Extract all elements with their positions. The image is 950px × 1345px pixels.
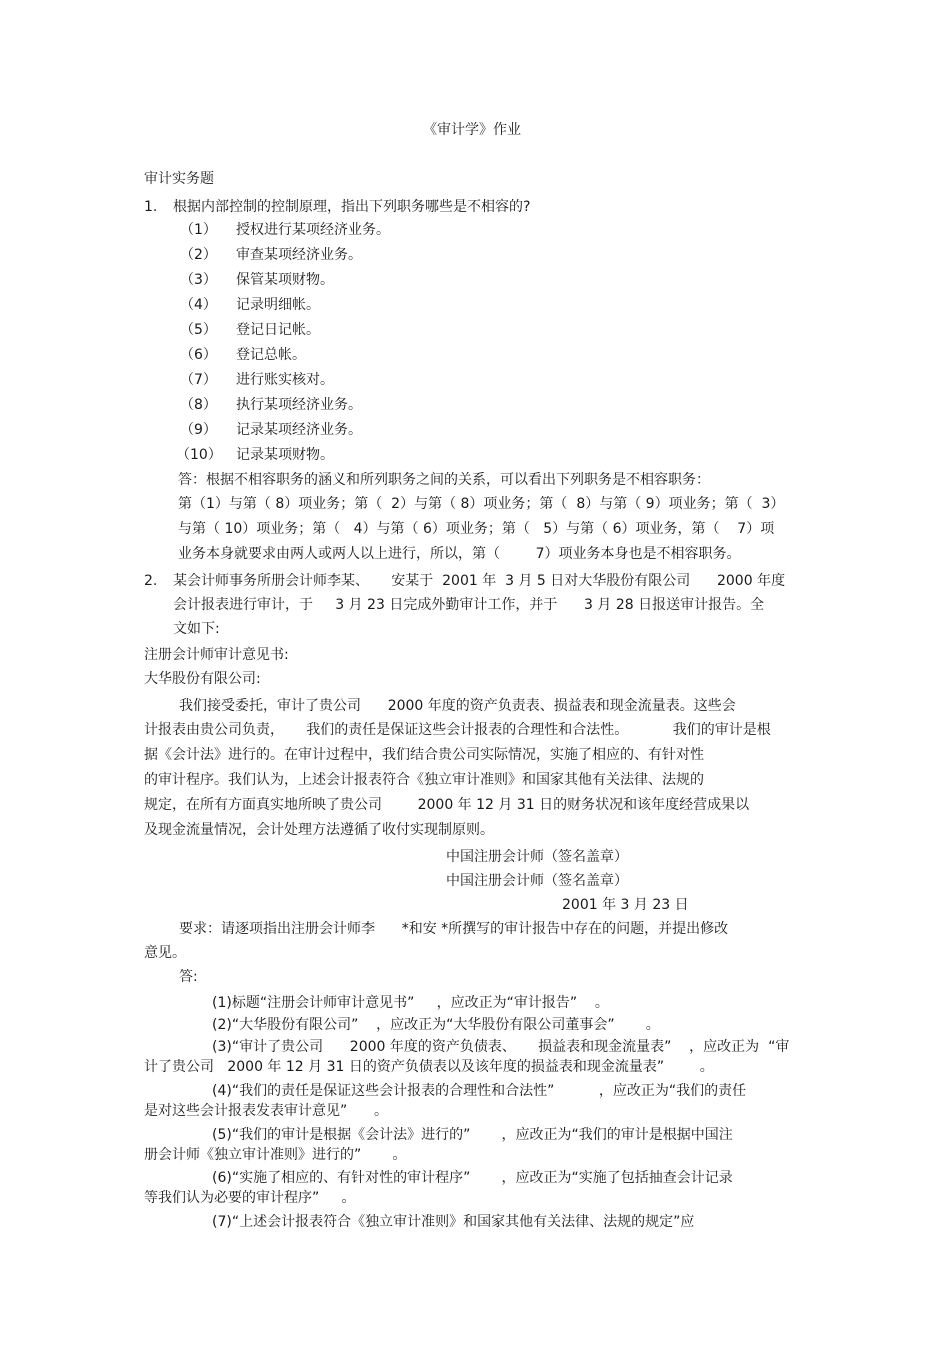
q2-intro-line: 某会计师事务所册会计师李某、 安某于 2001 年 3 月 5 日对大华股份有限公司 2000 年度 [173, 573, 786, 589]
report-body-line: 计报表由贵公司负责， 我们的责任是保证这些会计报表的合理性和合法性。 我们的审计是根 [144, 722, 771, 738]
report-body-line: 的审计程序。我们认为，上述会计报表符合《独立审计准则》和国家其他有关法律、法规的 [144, 772, 704, 788]
report-addressee: 大华股份有限公司: [144, 671, 261, 687]
q2-answer-line: (1)标题“注册会计师审计意见书” ，应改正为“审计报告” 。 [212, 995, 609, 1011]
requirement-line: 意见。 [144, 945, 186, 961]
q1-item-text: 进行账实核对。 [236, 372, 334, 388]
q2-number: 2. [144, 573, 158, 589]
q2-answer-line: 等我们认为必要的审计程序” 。 [144, 1190, 356, 1206]
q2-answer-line: (6)“实施了相应的、有针对性的审计程序” ，应改正为“实施了包括抽查会计记录 [212, 1170, 733, 1186]
q1-item-text: 记录某项经济业务。 [236, 422, 362, 438]
report-signature: 中国注册会计师（签名盖章） [446, 873, 628, 889]
q2-answer-line: 册会计师《独立审计准则》进行的” 。 [144, 1147, 407, 1163]
q2-answer-line: (3)“审计了贵公司 2000 年度的资产负债表、 损益表和现金流量表” ，应改正为 “审 [212, 1039, 790, 1055]
q2-answer-line: (4)“我们的责任是保证这些会计报表的合理性和合法性” ，应改正为“我们的责任 [212, 1083, 747, 1099]
q1-item-num: （7） [180, 372, 217, 388]
q1-item-text: 记录明细帐。 [236, 297, 320, 313]
q2-intro-line: 会计报表进行审计，于 3 月 23 日完成外勤审计工作，并于 3 月 28 日报送审计报告。全 [173, 597, 765, 613]
q1-item-text: 登记日记帐。 [236, 322, 320, 338]
q1-item-num: （3） [180, 272, 217, 288]
report-date: 2001 年 3 月 23 日 [562, 897, 689, 913]
q1-answer-line: 业务本身就要求由两人或两人以上进行，所以，第（ 7）项业务本身也是不相容职务。 [178, 546, 741, 562]
q1-item-num: （5） [180, 322, 217, 338]
q1-prompt: 根据内部控制的控制原理，指出下列职务哪些是不相容的? [173, 199, 531, 215]
q1-answer-line: 第（1）与第（ 8）项业务；第（ 2）与第（ 8）项业务；第（ 8）与第（ 9）项业务；第（ 3） [178, 496, 785, 512]
report-signature: 中国注册会计师（签名盖章） [446, 849, 628, 865]
report-body-line: 及现金流量情况，会计处理方法遵循了收付实现制原则。 [144, 822, 494, 838]
q1-answer-line: 答：根据不相容职务的涵义和所列职务之间的关系，可以看出下列职务是不相容职务： [178, 472, 710, 488]
q1-item-text: 保管某项财物。 [236, 272, 334, 288]
q1-item-text: 登记总帐。 [236, 347, 306, 363]
report-body-line: 规定，在所有方面真实地所映了贵公司 2000 年 12 月 31 日的财务状况和该年度经营成果以 [144, 797, 750, 813]
q1-number: 1. [144, 199, 158, 215]
report-title: 注册会计师审计意见书: [144, 647, 289, 663]
q1-item-text: 记录某项财物。 [236, 447, 334, 463]
q2-answer-line: (2)“大华股份有限公司” ，应改正为“大华股份有限公司董事会” 。 [212, 1017, 660, 1033]
section-heading: 审计实务题 [144, 171, 214, 187]
q2-intro-line: 文如下: [173, 621, 220, 637]
q1-item-num: （10） [176, 447, 222, 463]
q1-item-num: （2） [180, 247, 217, 263]
report-body-line: 据《会计法》进行的。在审计过程中，我们结合贵公司实际情况，实施了相应的、有针对性 [144, 747, 704, 763]
q1-item-num: （8） [180, 397, 217, 413]
q2-answer-line: (5)“我们的审计是根据《会计法》进行的” ，应改正为“我们的审计是根据中国注 [212, 1127, 733, 1143]
q1-item-num: （1） [180, 222, 217, 238]
answer-label: 答: [179, 969, 198, 985]
q2-answer-line: 计了贵公司 2000 年 12 月 31 日的资产负债表以及该年度的损益表和现金流量表” 。 [144, 1059, 714, 1075]
q1-item-num: （9） [180, 422, 217, 438]
q1-item-num: （4） [180, 297, 217, 313]
q1-item-num: （6） [180, 347, 217, 363]
q1-item-text: 执行某项经济业务。 [236, 397, 362, 413]
q1-item-text: 授权进行某项经济业务。 [236, 222, 390, 238]
requirement-line: 要求：请逐项指出注册会计师李 *和安 *所撰写的审计报告中存在的问题，并提出修改 [179, 921, 729, 937]
q1-item-text: 审查某项经济业务。 [236, 247, 362, 263]
q2-answer-line: (7)“上述会计报表符合《独立审计准则》和国家其他有关法律、法规的规定”应 [212, 1214, 695, 1230]
report-body-line: 我们接受委托，审计了贵公司 2000 年度的资产负责表、损益表和现金流量表。这些会 [179, 698, 736, 714]
q2-answer-line: 是对这些会计报表发表审计意见” 。 [144, 1103, 388, 1119]
doc-title: 《审计学》作业 [423, 122, 521, 138]
q1-answer-line: 与第（ 10）项业务；第（ 4）与第（ 6）项业务；第（ 5）与第（ 6）项业务，第（ 7）项 [178, 521, 775, 537]
